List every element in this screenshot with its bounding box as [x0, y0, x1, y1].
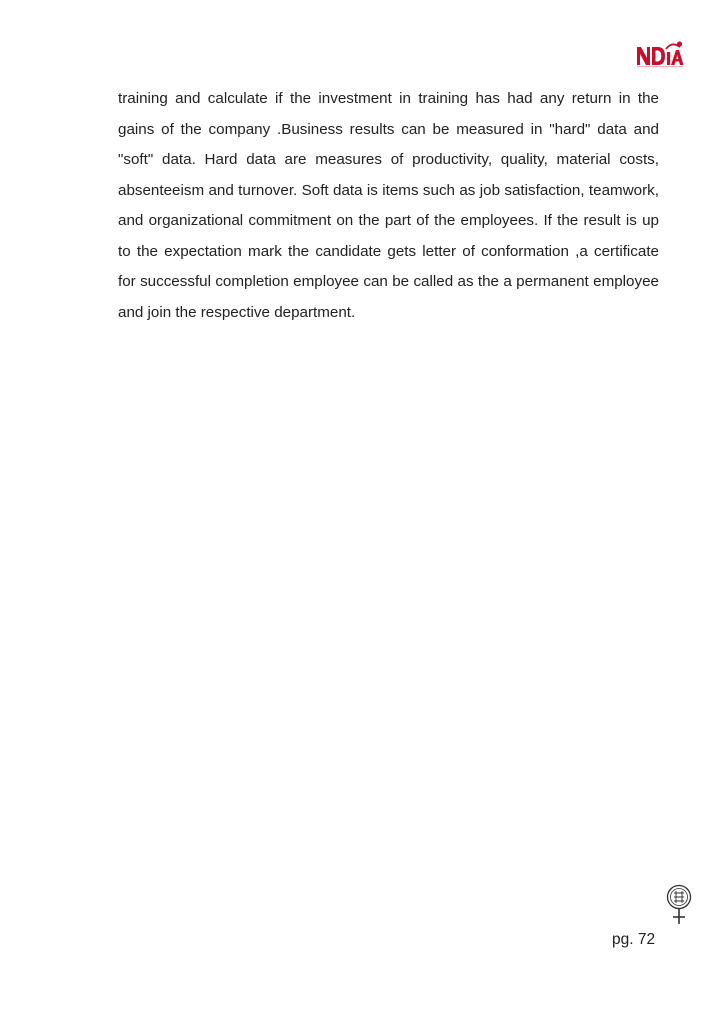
body-paragraph: training and calculate if the investment in training has had any return in the gains of the company .Business results can be measured in "hard" data and "soft" data. Hard data are measures of productivity, quality, material costs, absenteeism and turnover. Soft data is items such as job satisfaction, teamwork, and organizational commitment on the part of the employees. If the result is up to the expectation mark the candidate gets letter of conformation ,a certificate for successful completion employee can be called as the a permanent employee and join the respective department. — [118, 90, 659, 321]
ndia-logo — [636, 38, 684, 68]
seal-emblem-icon — [666, 884, 692, 928]
page-number: pg. 72 — [612, 931, 656, 948]
